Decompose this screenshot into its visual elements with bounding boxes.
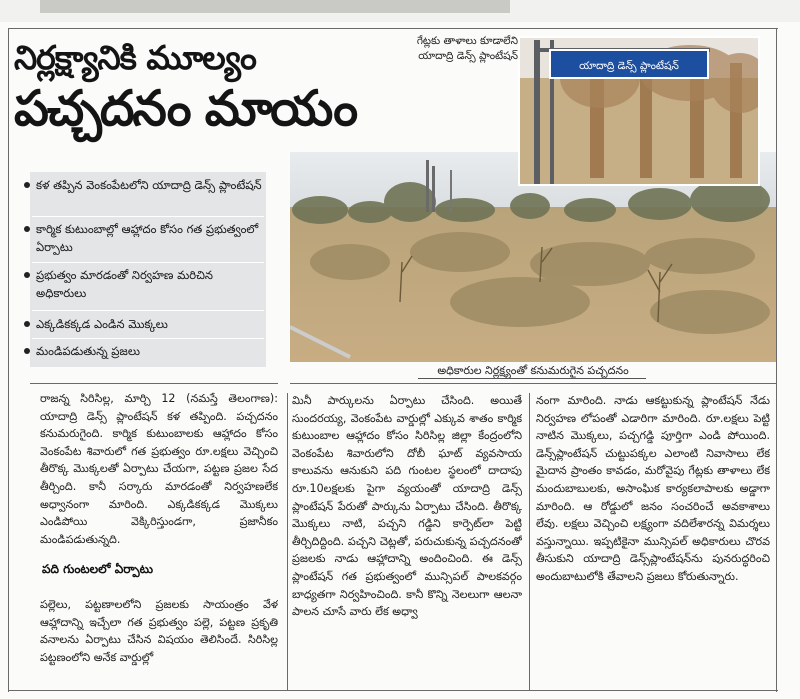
article-paragraph-3: మినీ పార్కులను ఏర్పాటు చేసింది. అయితే సుందరయ్య, వెంకంపేట వార్డుల్లో ఎక్కువ శాతం కార్మిక కుటుంబాల ఆహ్లాదం కోసం సిరిసిల్ల జిల్లా కేంద్రంలోని వెంకంపేట శివారులోని దోబీ ఘాట్ వ్యవసాయ కాలువను ఆనుకుని పది గుంటల స్థలంలో దాదాపు రూ.10లక్షలకు పైగా వ్యయంతో యాదాద్రి డెన్స్ ప్లాంటేషన్ పేరుతో పార్కును ఏర్పాటు చేసింది. తీరొక్క మొక్కలు నాటి, పచ్చని గడ్డిని కార్పెట్‌లా పెట్టి తీర్చిదిద్దింది. పచ్చని చెట్లతో, పరుచుకున్న పచ్చదనంతో ప్రజలకు నాడు ఆహ్లాదాన్ని అందించింది. ఈ డెన్స్ ప్లాంటేషన్ గత ప్రభుత్వంలో మున్సిపల్ పాలకవర్గం బాధ్యతగా నిర్వహించింది. కానీ కొన్ని నెలలుగా ఆలనా పాలన చూసే వారు లేక అధ్వా [292,394,522,619]
article-column-1-part-2 [40,596,278,688]
inset-caption-line-1: గేట్లకు తాళాలు కూడాలేని [416,35,518,47]
headline-kicker: నిర్లక్ష్యానికి మూల్యం [14,38,256,77]
gate-illustration [520,38,758,184]
article-paragraph-1: రాజన్న సిరిసిల్ల, మార్చి 12 (నమస్తే తెలంగాణ): యాదాద్రి డెన్స్ ప్లాంటేషన్ కళ తప్పింది. పచ్చదనం కనుమరుగైంది. కార్మిక కుటుంబాలకు ఆహ్లాదం కోసం వెంకంపేట శివారులో గత ప్రభుత్వం రూ.లక్షలు వెచ్చించి తీరొక్క మొక్కలతో ఏర్పాటు చేయగా, పట్టణ ప్రజల సేద తీర్చింది. కానీ సర్కారు మారడంతో నిర్వహణలేక అధ్వానంగా మారింది. ఎక్కడికక్కడ మొక్కలు ఎండిపోయి వెక్కిరిస్తుండగా, ప్రజానీకం మండిపడుతున్నది. [40,392,278,546]
article-column-2 [292,392,522,688]
highlight-divider [32,216,264,217]
top-border-rule [8,28,778,29]
bullet-dot-icon [24,272,30,278]
highlight-item-1: కళ తప్పిన వెంకంపేటలోని యాదాద్రి డెన్స్ ప్లాంటేషన్ [36,176,264,194]
article-column-1-part-1 [40,390,278,560]
bullet-dot-icon [24,226,30,232]
caption-underline [418,378,646,379]
photo-bottom-rule [290,383,776,384]
highlight-item-3: ప్రభుత్వం మారడంతో నిర్వహణ మరిచిన అధికారులు [36,266,264,302]
inset-caption-line-2: యాదాద్రి డెన్స్ ప్లాంటేషన్ [418,50,518,62]
highlight-divider [32,338,264,339]
article-subhead: పది గుంటలలో ఏర్పాటు [42,562,154,576]
article-column-3 [536,392,770,688]
bottom-border-rule [8,690,778,691]
bullet-bottom-rule [30,383,278,384]
bullet-dot-icon [24,182,30,188]
highlight-divider [32,310,264,311]
plantation-sign-text: యాదాద్రి డెన్స్ ప్లాంటేషన్ [579,60,679,72]
article-paragraph-4: నంగా మారింది. నాడు ఆకట్టుకున్న ప్లాంటేషన్ నేడు నిర్వహణ లోపంతో ఎడారిగా మారింది. రూ.లక్షలు పెట్టి నాటిన మొక్కలు, పచ్చగడ్డి పూర్తిగా ఎండి పోయింది. డెన్స్‌ప్లాంటేషన్ చుట్టుపక్కల ఎలాంటి నివాసాలు లేక మైదాన ప్రాంతం కావడం, మరోవైపు గేట్లకు తాళాలు లేక మందుబాబులకు, అసాంఘిక కార్యకలాపాలకు అడ్డాగా మారింది. ఆ రోడ్డులో జనం సంచరించే అవకాశాలు లేవు. లక్షలు వెచ్చించి లక్ష్యంగా వదిలేశారన్న విమర్శలు వస్తున్నాయి. ఇప్పటికైనా మున్సిపల్ అధికారులు చొరవ తీసుకుని యాదాద్రి డెన్స్‌ప్లాంటేషన్‌ను పునరుద్ధరించి అందుబాటులోకి తేవాలని ప్రజలు కోరుతున్నారు. [536,394,770,583]
highlight-divider [32,262,264,263]
column-rule-1 [287,393,288,690]
article-paragraph-2: పల్లెలు, పట్టణాలలోని ప్రజలకు సాయంత్రం వేళ ఆహ్లాదాన్ని ఇచ్చేలా గత ప్రభుత్వం పల్లె, పట్టణ ప్రకృతి వనాలను ఏర్పాటు చేసిన విషయం తెలిసిందే. సిరిసిల్ల పట్టణంలోని అనేక వార్డుల్లో [40,598,278,664]
main-photo-caption: అధికారుల నిర్లక్ష్యంతో కనుమరుగైన పచ్చదనం [437,364,629,377]
headline-main: పచ్చదనం మాయం [14,80,357,137]
right-border-rule [776,28,777,692]
bullet-dot-icon [24,348,30,354]
inset-photo-caption [358,34,518,64]
highlight-item-5: మండిపడుతున్న ప్రజలు [36,342,264,360]
scan-artifact-strip [40,0,510,13]
column-rule-2 [529,393,530,690]
left-border-rule [8,28,9,692]
highlight-item-2: కార్మిక కుటుంబాల్లో ఆహ్లాదం కోసం గత ప్రభుత్వంలో ఏర్పాటు [36,220,264,256]
inset-photo-gate [518,36,760,186]
highlight-item-4: ఎక్కడికక్కడ ఎండిన మొక్కలు [36,315,264,333]
bullet-dot-icon [24,321,30,327]
